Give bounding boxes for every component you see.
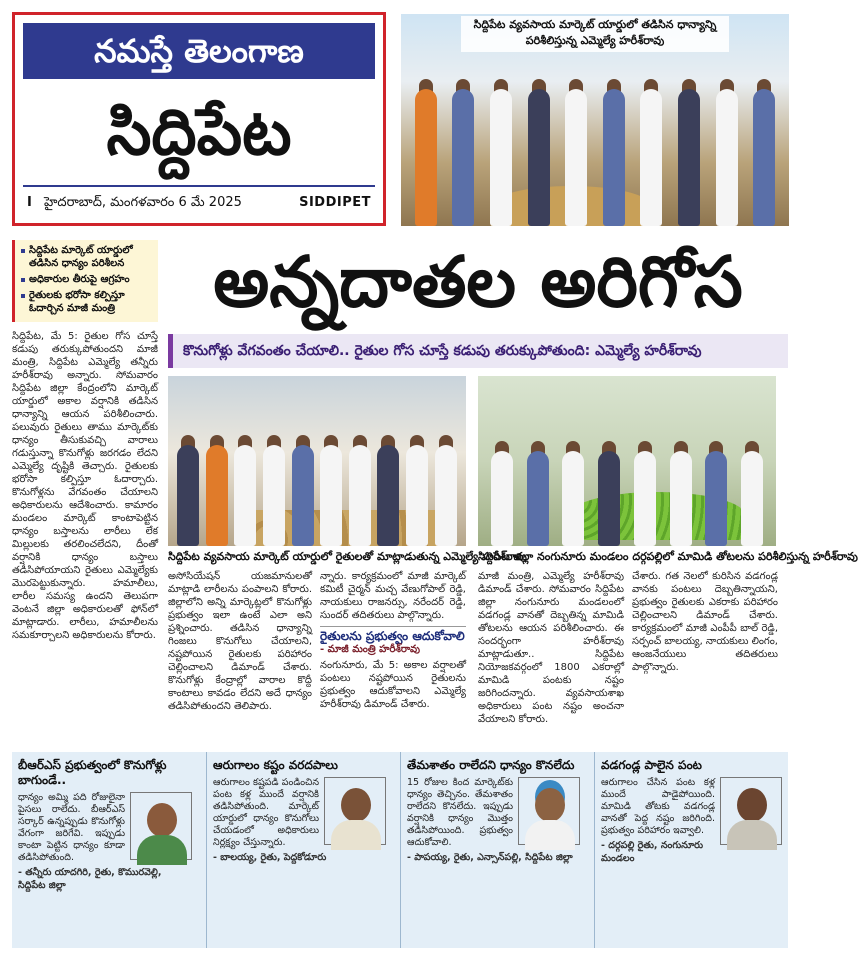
article-column-5	[632, 570, 778, 744]
article-text: సిద్దిపేట, మే 5: రైతుల గోస చూస్తే కడుపు తరుక్కుపోతుందని మాజీ మంత్రి, సిద్దిపేట ఎమ్మెల్యే తన్నీరు హరీశ్‌రావు అన్నారు. సోమవారం సిద్దిపేట జిల్లా కేంద్రంలోని మార్కెట్ యార్డులో అకాల వర్షానికి తడిసిన ధాన్యాన్ని ఆయన పరిశీలించారు. పలువురు రైతులు తాము మార్కెట్‌కు ధాన్యం తీసుకువచ్చి వారాలు గడుస్తున్నా కొనుగోళ్లు జరగడం లేదని ఎమ్మెల్యే దృష్టికి తెచ్చారు. రైతులకు భరోసా కల్పిస్తూ ఓదార్చారు. కొనుగోళ్లను వేగవంతం చేయాలని అధికారులను ఆదేశించారు. కామారం మండలం మార్కెట్ కాంటాపెట్టిన ధాన్యం బస్తాలను లారీలు లేక మిల్లులకు తరలించలేదని, దీంతో వర్షానికి ధాన్యం బస్తాలు తడిసిపోయాయని రైతులు ఎమ్మెల్యేకు మొరపెట్టుకున్నారు. హమాలీలు, లారీల సమస్య ఉందని తెలుపగా వెంటనే జిల్లా అధికారులతో ఫోన్‌లో మాట్లాడారు. లారీలు, హమాలీలను సమకూర్చాలని అధికారులను కోరారు.	[12, 331, 158, 641]
photo-crowd	[401, 73, 789, 226]
inset-byline: - మాజీ మంత్రి హరీశ్‌రావు	[320, 644, 420, 655]
farmer-box-title: తేమశాతం రాలేదని ధాన్యం కొనలేదు	[407, 758, 575, 772]
photo-crowd	[168, 434, 466, 546]
farmer-quote: ఆరుగాలం చేసిన పంట కళ్ల ముందే పాడైపోయింది. మామిడి తోటకు వడగండ్ల వానతో పెద్ద నష్టం జరిగింది. ప్రభుత్వం పరిహారం ఇవ్వాలి.	[601, 777, 715, 836]
farmer-box	[594, 752, 788, 948]
mango-orchard-photo	[478, 376, 776, 546]
top-photo-caption: సిద్దిపేట వ్యవసాయ మార్కెట్ యార్డులో తడిసిన ధాన్యాన్ని పరిశీలిస్తున్న ఎమ్మెల్యే హరీశ్‌రావు	[461, 16, 729, 52]
highlight-item: సిద్దిపేట మార్కెట్ యార్డులో తడిసిన ధాన్యం పరిశీలన	[21, 244, 152, 270]
top-news-photo	[401, 14, 789, 226]
dateline	[27, 195, 242, 213]
market-yard-photo	[168, 376, 466, 546]
photo-crowd	[478, 441, 776, 546]
masthead	[12, 12, 386, 226]
mango-orchard-caption: సిద్దిపేట జిల్లా నంగునూరు మండలం దర్గపల్లిలో మామిడి తోటలను పరిశీలిస్తున్న హరీశ్‌రావు	[478, 550, 858, 563]
farmer-photo	[720, 777, 782, 845]
farmer-box-title: ఆరుగాలం కష్టం వరదపాలు	[213, 758, 338, 772]
edition-city-title: సిద్దిపేట	[106, 95, 292, 170]
farmer-quote: 15 రోజుల కింద మార్కెట్‌కు ధాన్యం తెచ్చినం. తేమశాతం రాలేదని కొనలేదు. ఇప్పుడు వర్షానికి ధాన్యం మొత్తం తడిసిపోయింది. ప్రభుత్వం ఆదుకోవాలి.	[407, 777, 513, 848]
farmer-photo	[130, 792, 192, 860]
article-column-1	[12, 330, 158, 744]
date-text: హైదరాబాద్, మంగళవారం 6 మే 2025	[43, 195, 242, 210]
farmer-byline: - పాపయ్య, రైతు, ఎన్సాన్‌పల్లి, సిద్దిపేట జిల్లా	[407, 852, 573, 863]
article-text: నంగునూరు, మే 5: అకాల వర్షాలతో పంటలు నష్టపోయిన రైతులను ప్రభుత్వం ఆదుకోవాలని ఎమ్మెల్యే హరీశ్‌రావు డిమాండ్ చేశారు.	[320, 660, 466, 710]
article-text: చేశారు. గత నెలలో కురిసిన వడగండ్ల వానకు పంటలు దెబ్బతిన్నాయని, ప్రభుత్వం రైతులకు ఎకరాకు పరిహారం చెల్లించాలని డిమాండ్ చేశారు. కార్యక్రమంలో మాజీ ఎంపీపీ బాల్ రెడ్డి, సర్పంచ్ బాలయ్య, నాయకులు లింగం, ఆంజనేయులు తదితరులు పాల్గొన్నారు.	[632, 571, 778, 673]
farmer-voices-panel	[12, 752, 788, 948]
farmer-box-title: బీఆర్‌ఎస్ ప్రభుత్వంలో కొనుగోళ్లు బాగుండే..	[18, 758, 167, 787]
market-yard-caption: సిద్దిపేట వ్యవసాయ మార్కెట్ యార్డులో రైతులతో మాట్లాడుతున్న ఎమ్మెల్యే హరీశ్‌రావు	[168, 550, 527, 563]
masthead-divider	[23, 185, 375, 187]
highlight-item: రైతులకు భరోసా కల్పిస్తూ ఓదార్చిన మాజీ మంత్రి	[21, 289, 152, 315]
page-number: I	[27, 195, 32, 210]
farmer-byline: - తన్నీరు యాదగిరి, రైతు, కొమురవెల్లి, సిద్దిపేట జిల్లా	[18, 867, 162, 891]
farmer-box-title: వడగండ్ల పాలైన పంట	[601, 758, 702, 772]
highlights-box	[12, 240, 158, 322]
article-text: న్నారు. కార్యక్రమంలో మాజీ మార్కెట్ కమిటీ చైర్మన్ మచ్చ వేణుగోపాల్ రెడ్డి, నాయకులు రాజనర్సు, నరేందర్ రెడ్డి, సుందర్ తదితరులు పాల్గొన్నారు.	[320, 571, 466, 621]
edition-label: SIDDIPET	[299, 195, 371, 210]
farmer-photo	[324, 777, 386, 845]
farmer-quote: ఆరుగాలం కష్టపడి పండించిన పంట కళ్ల ముందే వర్షానికి తడిసిపోతుంది. మార్కెట్ యార్డులో ధాన్యం కొనుగోలు చేయడంలో అధికారులు నిర్లక్ష్యం చేస్తున్నారు.	[213, 777, 319, 848]
article-column-2	[168, 570, 312, 744]
farmer-byline: - బాలయ్య, రైతు, పెద్దకోడూరు	[213, 852, 327, 863]
article-text: మాజీ మంత్రి, ఎమ్మెల్యే హరీశ్‌రావు డిమాండ్ చేశారు. సోమవారం సిద్దిపేట జిల్లా నంగునూరు మండలంలో వడగండ్ల వానతో దెబ్బతిన్న మామిడి తోటలను ఆయన పరిశీలించారు. ఈ సందర్భంగా హరీశ్‌రావు మాట్లాడుతూ.. సిద్దిపేట నియోజకవర్గంలో 1800 ఎకరాల్లో మామిడి పంటకు నష్టం జరిగిందన్నారు. వ్యవసాయశాఖ అధికారులు పంట నష్టం అంచనా వేయాలని కోరారు.	[478, 571, 624, 725]
farmer-box	[12, 752, 198, 948]
farmer-box	[400, 752, 586, 948]
farmer-quote: ధాన్యం అమ్మి పది రోజులైనా పైసలు రాలేదు. బీఆర్‌ఎస్ సర్కార్ ఉన్నప్పుడు కొనుగోళ్లు వేగంగా జరిగేవి. ఇప్పుడు కాంటా పెట్టిన ధాన్యం కూడా తడిసిపోతుంది.	[18, 792, 125, 863]
article-text: అసోసియేషన్ యజమానులతో మాట్లాడి లారీలను పంపాలని కోరారు. జిల్లాలోని అన్ని మార్కెట్లలో కొనుగోళ్లు ప్రభుత్వం ఇలా ఉంటే ఎలా అని ప్రశ్నించారు. తడిసిన ధాన్యాన్ని గింజలు కొనుగోలు చేయాలని, నష్టపోయిన రైతులకు పరిహారం చెల్లించాలని డిమాండ్ చేశారు. కొనుగోళ్లు కేంద్రాల్లో వారాల కొద్దీ కాంటాలు కావడం లేదని అదే ధాన్యం తడిసిపోతుందని తెలిపారు.	[168, 571, 312, 712]
inset-heading: రైతులను ప్రభుత్వం ఆదుకోవాలి	[320, 626, 466, 643]
article-column-4	[478, 570, 624, 744]
highlight-item: అధికారుల తీరుపై ఆగ్రహం	[21, 273, 152, 286]
farmer-box	[206, 752, 392, 948]
sub-headline: కొనుగోళ్లు వేగవంతం చేయాలి.. రైతుల గోస చూస్తే కడుపు తరుక్కుపోతుంది: ఎమ్మెల్యే హరీశ్‌రావు	[168, 334, 788, 368]
article-column-3	[320, 570, 466, 744]
farmer-photo	[518, 777, 580, 845]
newspaper-name: నమస్తే తెలంగాణ	[23, 23, 375, 79]
main-headline: అన్నదాతల అరిగోస	[213, 240, 743, 323]
farmer-byline: - దర్గపల్లి రైతు, నంగునూరు మండలం	[601, 840, 704, 864]
